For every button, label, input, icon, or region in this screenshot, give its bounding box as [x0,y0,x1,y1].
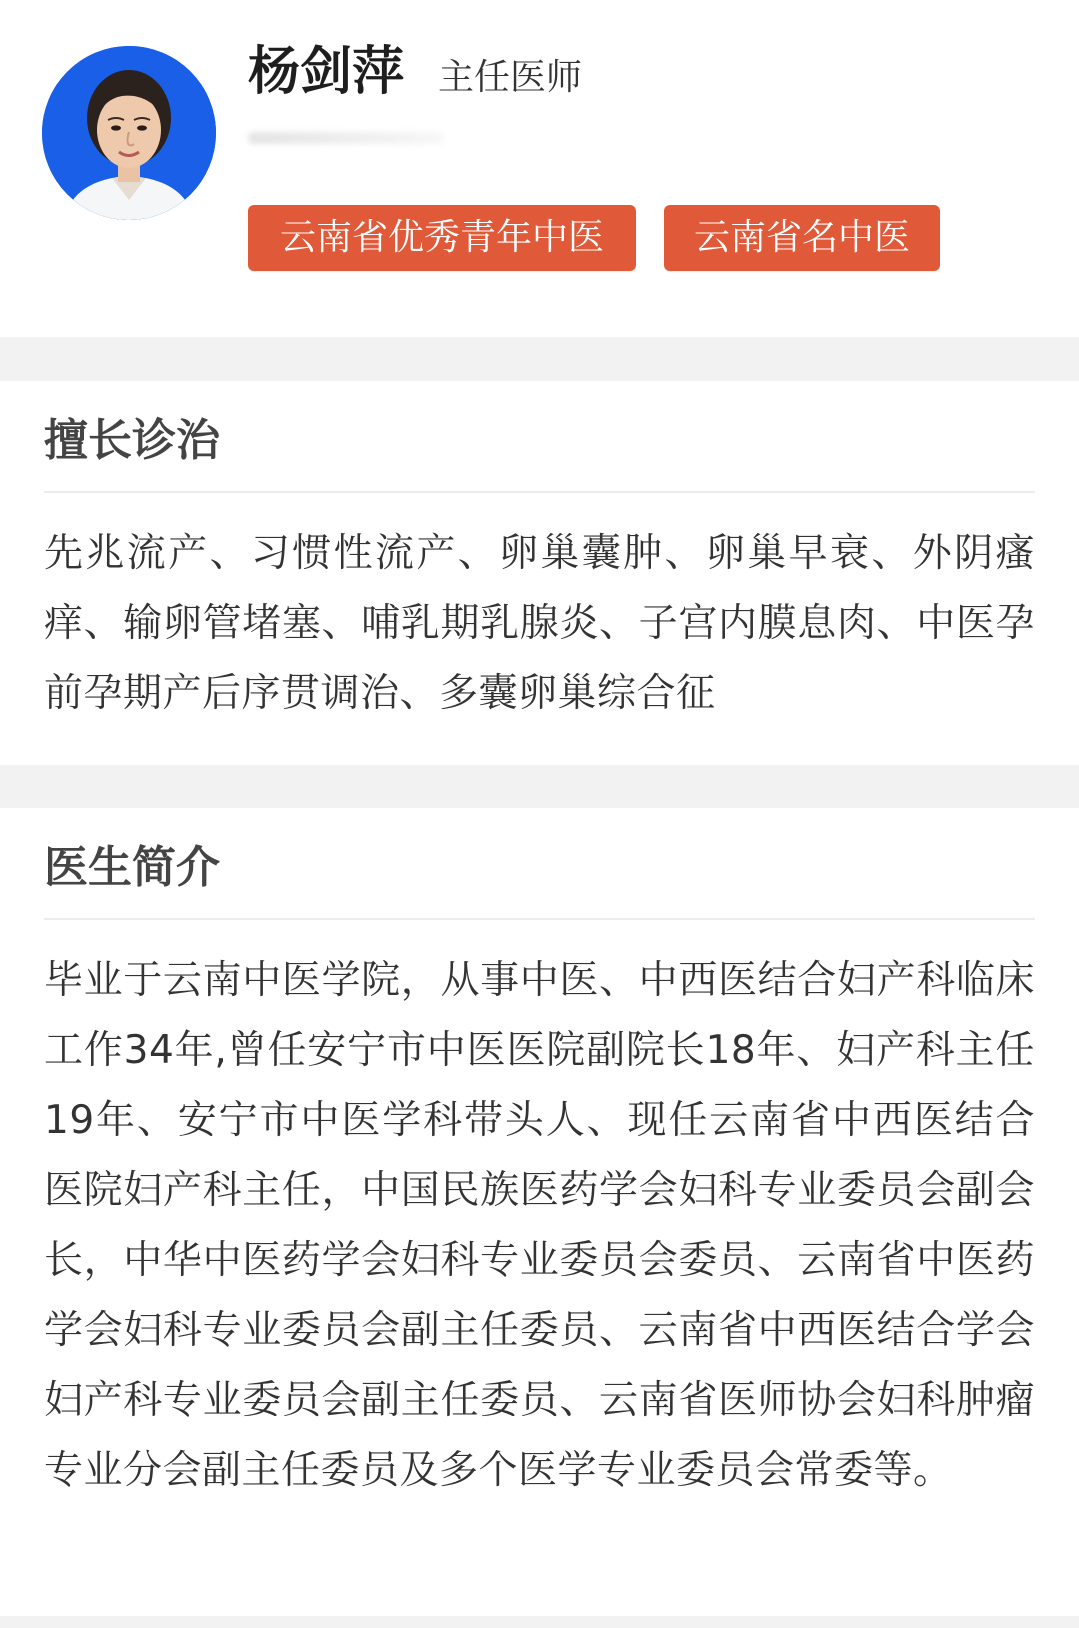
specialty-divider [44,491,1035,493]
blurred-hospital-line [248,132,444,144]
honor-badge-famous-tcm: 云南省名中医 [664,205,940,271]
specialty-heading: 擅长诊治 [44,415,220,466]
doctor-photo-icon [42,46,216,220]
profile-header [0,0,1079,337]
specialty-section [0,381,1079,765]
specialty-text: 先兆流产、习惯性流产、卵巢囊肿、卵巢早衰、外阴瘙痒、输卵管堵塞、哺乳期乳腺炎、子宫内膜息肉、中医孕前孕期产后序贯调治、多囊卵巢综合征 [44,531,1035,716]
doctor-name: 杨剑萍 [248,42,405,102]
honor-badge-excellent-young-tcm: 云南省优秀青年中医 [248,205,636,271]
doctor-avatar [42,46,216,220]
intro-heading: 医生简介 [44,842,220,893]
doctor-title: 主任医师 [438,57,583,98]
intro-divider [44,918,1035,920]
intro-section [0,808,1079,1616]
intro-text: 毕业于云南中医学院，从事中医、中西医结合妇产科临床工作34年,曾任安宁市中医医院副院长18年、妇产科主任19年、安宁市中医学科带头人、现任云南省中西医结合医院妇产科主任，中国民族医药学会妇科专业委员会副会长，中华中医药学会妇科专业委员会委员、云南省中医药学会妇科专业委员会副主任委员、云南省中西医结合学会妇产科专业委员会副主任委员、云南省医师协会妇科肿瘤专业分会副主任委员及多个医学专业委员会常委等。 [44,958,1035,1493]
